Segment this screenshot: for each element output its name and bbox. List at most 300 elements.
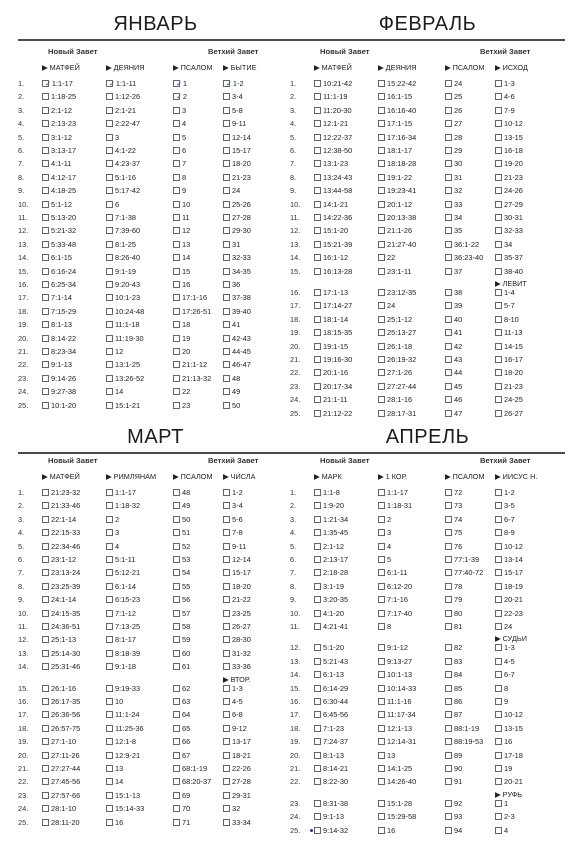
reading-item[interactable] <box>445 799 462 808</box>
checkbox[interactable] <box>223 685 230 692</box>
checkbox[interactable] <box>42 583 49 590</box>
reading-item[interactable] <box>42 595 76 604</box>
checkbox[interactable] <box>223 529 230 536</box>
checkbox[interactable] <box>378 596 385 603</box>
checkbox[interactable] <box>223 805 230 812</box>
reading-item[interactable] <box>42 724 80 733</box>
reading-item[interactable] <box>495 582 523 591</box>
reading-item[interactable] <box>495 710 523 719</box>
checkbox[interactable] <box>42 698 49 705</box>
reading-item[interactable] <box>378 622 391 631</box>
checkbox[interactable] <box>495 827 502 834</box>
checkbox[interactable] <box>42 650 49 657</box>
reading-item[interactable] <box>445 622 462 631</box>
reading-item[interactable] <box>495 826 508 835</box>
checkbox[interactable] <box>495 685 502 692</box>
reading-item[interactable] <box>378 582 412 591</box>
checkbox[interactable] <box>378 738 385 745</box>
checkbox[interactable] <box>223 698 230 705</box>
reading-item[interactable] <box>173 542 190 551</box>
reading-item[interactable] <box>106 751 140 760</box>
reading-item[interactable] <box>173 791 190 800</box>
reading-item[interactable] <box>42 777 80 786</box>
reading-item[interactable] <box>445 737 483 746</box>
checkbox[interactable] <box>173 596 180 603</box>
reading-item[interactable] <box>378 710 416 719</box>
reading-item[interactable] <box>378 515 391 524</box>
checkbox[interactable] <box>378 725 385 732</box>
checkbox[interactable] <box>378 556 385 563</box>
checkbox[interactable] <box>223 778 230 785</box>
reading-item[interactable] <box>106 488 136 497</box>
reading-item[interactable] <box>495 501 515 510</box>
reading-item[interactable] <box>378 764 412 773</box>
reading-item[interactable] <box>445 812 462 821</box>
checkbox[interactable] <box>378 827 385 834</box>
checkbox[interactable] <box>42 543 49 550</box>
reading-item[interactable] <box>378 826 395 835</box>
checkbox[interactable] <box>173 663 180 670</box>
checkbox[interactable] <box>378 644 385 651</box>
reading-item[interactable] <box>378 542 391 551</box>
reading-item[interactable] <box>173 622 190 631</box>
checkbox[interactable] <box>445 623 452 630</box>
reading-item[interactable] <box>173 684 190 693</box>
checkbox[interactable] <box>106 650 113 657</box>
checkbox[interactable] <box>223 569 230 576</box>
reading-item[interactable] <box>106 764 123 773</box>
reading-item[interactable] <box>445 488 462 497</box>
reading-item[interactable] <box>106 649 140 658</box>
checkbox[interactable] <box>106 556 113 563</box>
checkbox[interactable] <box>173 502 180 509</box>
reading-item[interactable] <box>173 528 190 537</box>
checkbox[interactable] <box>42 711 49 718</box>
reading-item[interactable] <box>445 501 462 510</box>
checkbox[interactable] <box>42 792 49 799</box>
checkbox[interactable] <box>314 516 321 523</box>
checkbox[interactable] <box>495 489 502 496</box>
checkbox[interactable] <box>378 623 385 630</box>
reading-item[interactable] <box>495 568 523 577</box>
reading-item[interactable] <box>173 555 190 564</box>
checkbox[interactable] <box>106 529 113 536</box>
checkbox[interactable] <box>223 650 230 657</box>
reading-item[interactable] <box>445 643 462 652</box>
checkbox[interactable] <box>106 543 113 550</box>
reading-item[interactable] <box>445 777 462 786</box>
checkbox[interactable] <box>223 516 230 523</box>
checkbox[interactable] <box>378 800 385 807</box>
checkbox[interactable] <box>223 738 230 745</box>
checkbox[interactable] <box>42 556 49 563</box>
checkbox[interactable] <box>495 623 502 630</box>
checkbox[interactable] <box>173 792 180 799</box>
checkbox[interactable] <box>445 671 452 678</box>
checkbox[interactable] <box>223 610 230 617</box>
checkbox[interactable] <box>445 644 452 651</box>
reading-item[interactable] <box>223 528 243 537</box>
reading-item[interactable] <box>314 737 348 746</box>
reading-item[interactable] <box>223 555 251 564</box>
checkbox[interactable] <box>495 813 502 820</box>
reading-item[interactable] <box>445 764 462 773</box>
checkbox[interactable] <box>314 711 321 718</box>
reading-item[interactable] <box>378 777 416 786</box>
reading-item[interactable] <box>223 568 251 577</box>
reading-item[interactable] <box>106 804 144 813</box>
reading-item[interactable] <box>223 710 243 719</box>
reading-item[interactable] <box>445 684 462 693</box>
reading-item[interactable] <box>42 582 80 591</box>
reading-item[interactable] <box>378 609 412 618</box>
reading-item[interactable] <box>445 751 462 760</box>
reading-item[interactable] <box>106 528 119 537</box>
reading-item[interactable] <box>42 609 80 618</box>
reading-item[interactable] <box>173 737 190 746</box>
reading-item[interactable] <box>223 804 240 813</box>
checkbox[interactable] <box>314 671 321 678</box>
checkbox[interactable] <box>106 489 113 496</box>
checkbox[interactable] <box>314 698 321 705</box>
checkbox[interactable] <box>495 725 502 732</box>
reading-item[interactable] <box>42 555 76 564</box>
reading-item[interactable] <box>42 528 80 537</box>
checkbox[interactable] <box>445 827 452 834</box>
checkbox[interactable] <box>495 671 502 678</box>
checkbox[interactable] <box>173 738 180 745</box>
checkbox[interactable] <box>173 711 180 718</box>
reading-item[interactable] <box>495 657 515 666</box>
reading-item[interactable] <box>106 622 140 631</box>
reading-item[interactable] <box>445 528 462 537</box>
checkbox[interactable] <box>314 644 321 651</box>
checkbox[interactable] <box>314 752 321 759</box>
reading-item[interactable] <box>314 697 348 706</box>
reading-item[interactable] <box>378 684 416 693</box>
reading-item[interactable] <box>106 555 135 564</box>
reading-item[interactable] <box>495 622 512 631</box>
checkbox[interactable] <box>223 752 230 759</box>
reading-item[interactable] <box>495 697 508 706</box>
reading-item[interactable] <box>445 710 462 719</box>
checkbox[interactable] <box>378 752 385 759</box>
checkbox[interactable] <box>106 738 113 745</box>
checkbox[interactable] <box>173 583 180 590</box>
reading-item[interactable] <box>314 595 348 604</box>
checkbox[interactable] <box>314 596 321 603</box>
reading-item[interactable] <box>314 710 348 719</box>
checkbox[interactable] <box>495 569 502 576</box>
reading-item[interactable] <box>42 804 76 813</box>
reading-item[interactable] <box>223 649 251 658</box>
checkbox[interactable] <box>495 698 502 705</box>
checkbox[interactable] <box>378 569 385 576</box>
reading-item[interactable] <box>495 609 523 618</box>
checkbox[interactable] <box>378 502 385 509</box>
reading-item[interactable] <box>378 528 391 537</box>
reading-item[interactable] <box>106 818 123 827</box>
checkbox[interactable] <box>106 636 113 643</box>
checkbox[interactable] <box>223 725 230 732</box>
reading-item[interactable] <box>378 751 395 760</box>
reading-item[interactable] <box>106 791 140 800</box>
checkbox[interactable] <box>106 778 113 785</box>
reading-item[interactable] <box>42 697 80 706</box>
reading-item[interactable] <box>495 751 523 760</box>
reading-item[interactable] <box>106 737 136 746</box>
reading-item[interactable] <box>106 662 136 671</box>
reading-item[interactable] <box>445 724 479 733</box>
reading-item[interactable] <box>42 568 80 577</box>
checkbox[interactable] <box>378 658 385 665</box>
reading-item[interactable] <box>173 777 211 786</box>
checkbox[interactable] <box>106 698 113 705</box>
reading-item[interactable] <box>495 595 523 604</box>
reading-item[interactable] <box>314 684 348 693</box>
checkbox[interactable] <box>378 698 385 705</box>
checkbox[interactable] <box>173 698 180 705</box>
reading-item[interactable] <box>445 826 462 835</box>
reading-item[interactable] <box>445 568 483 577</box>
checkbox[interactable] <box>445 610 452 617</box>
checkbox[interactable] <box>223 583 230 590</box>
reading-item[interactable] <box>495 737 512 746</box>
reading-item[interactable] <box>314 777 348 786</box>
reading-item[interactable] <box>42 791 80 800</box>
checkbox[interactable] <box>495 800 502 807</box>
reading-item[interactable] <box>314 799 348 808</box>
reading-item[interactable] <box>42 751 80 760</box>
checkbox[interactable] <box>223 543 230 550</box>
reading-item[interactable] <box>223 622 251 631</box>
reading-item[interactable] <box>106 710 140 719</box>
checkbox[interactable] <box>445 583 452 590</box>
reading-item[interactable] <box>314 542 344 551</box>
reading-item[interactable] <box>495 643 515 652</box>
checkbox[interactable] <box>378 543 385 550</box>
reading-item[interactable] <box>314 582 344 591</box>
checkbox[interactable] <box>445 685 452 692</box>
checkbox[interactable] <box>173 529 180 536</box>
reading-item[interactable] <box>378 657 412 666</box>
reading-item[interactable] <box>445 670 462 679</box>
checkbox[interactable] <box>314 658 321 665</box>
checkbox[interactable] <box>223 556 230 563</box>
reading-item[interactable] <box>495 724 523 733</box>
checkbox[interactable] <box>445 778 452 785</box>
checkbox[interactable] <box>495 711 502 718</box>
reading-item[interactable] <box>223 662 251 671</box>
reading-item[interactable] <box>42 542 80 551</box>
reading-item[interactable] <box>314 764 348 773</box>
reading-item[interactable] <box>42 818 80 827</box>
checkbox[interactable] <box>42 596 49 603</box>
checkbox[interactable] <box>378 813 385 820</box>
reading-item[interactable] <box>106 697 123 706</box>
reading-item[interactable] <box>173 501 190 510</box>
checkbox[interactable] <box>106 583 113 590</box>
checkbox[interactable] <box>445 556 452 563</box>
checkbox[interactable] <box>495 738 502 745</box>
reading-item[interactable] <box>445 515 462 524</box>
checkbox[interactable] <box>223 765 230 772</box>
reading-item[interactable] <box>42 684 76 693</box>
checkbox[interactable] <box>378 685 385 692</box>
checkbox[interactable] <box>223 636 230 643</box>
reading-item[interactable] <box>495 542 523 551</box>
reading-item[interactable] <box>378 697 412 706</box>
checkbox[interactable] <box>173 543 180 550</box>
checkbox[interactable] <box>173 610 180 617</box>
checkbox[interactable] <box>445 502 452 509</box>
checkbox[interactable] <box>378 529 385 536</box>
checkbox[interactable] <box>495 502 502 509</box>
reading-item[interactable] <box>106 609 136 618</box>
reading-item[interactable] <box>42 635 76 644</box>
checkbox[interactable] <box>314 778 321 785</box>
reading-item[interactable] <box>445 555 479 564</box>
reading-item[interactable] <box>223 818 251 827</box>
checkbox[interactable] <box>314 827 321 834</box>
checkbox[interactable] <box>378 583 385 590</box>
checkbox[interactable] <box>106 711 113 718</box>
reading-item[interactable] <box>173 751 190 760</box>
checkbox[interactable] <box>42 663 49 670</box>
checkbox[interactable] <box>223 623 230 630</box>
checkbox[interactable] <box>42 725 49 732</box>
checkbox[interactable] <box>378 516 385 523</box>
checkbox[interactable] <box>173 516 180 523</box>
checkbox[interactable] <box>106 725 113 732</box>
checkbox[interactable] <box>173 819 180 826</box>
checkbox[interactable] <box>42 569 49 576</box>
checkbox[interactable] <box>445 569 452 576</box>
checkbox[interactable] <box>495 610 502 617</box>
reading-item[interactable] <box>314 826 348 835</box>
reading-item[interactable] <box>223 697 243 706</box>
checkbox[interactable] <box>42 752 49 759</box>
checkbox[interactable] <box>314 529 321 536</box>
reading-item[interactable] <box>173 818 190 827</box>
reading-item[interactable] <box>378 812 416 821</box>
checkbox[interactable] <box>314 569 321 576</box>
reading-item[interactable] <box>378 488 408 497</box>
checkbox[interactable] <box>173 685 180 692</box>
reading-item[interactable] <box>106 542 119 551</box>
checkbox[interactable] <box>445 725 452 732</box>
checkbox[interactable] <box>42 778 49 785</box>
checkbox[interactable] <box>42 623 49 630</box>
reading-item[interactable] <box>445 582 462 591</box>
checkbox[interactable] <box>378 489 385 496</box>
checkbox[interactable] <box>173 752 180 759</box>
checkbox[interactable] <box>314 556 321 563</box>
reading-item[interactable] <box>42 501 80 510</box>
reading-item[interactable] <box>173 635 190 644</box>
reading-item[interactable] <box>42 662 80 671</box>
reading-item[interactable] <box>314 488 340 497</box>
reading-item[interactable] <box>314 622 348 631</box>
checkbox[interactable] <box>106 623 113 630</box>
reading-item[interactable] <box>495 764 512 773</box>
checkbox[interactable] <box>378 610 385 617</box>
checkbox[interactable] <box>42 765 49 772</box>
reading-item[interactable] <box>223 515 243 524</box>
reading-item[interactable] <box>378 555 391 564</box>
checkbox[interactable] <box>378 765 385 772</box>
checkbox[interactable] <box>106 805 113 812</box>
reading-item[interactable] <box>378 724 412 733</box>
reading-item[interactable] <box>223 684 243 693</box>
checkbox[interactable] <box>42 516 49 523</box>
checkbox[interactable] <box>445 711 452 718</box>
checkbox[interactable] <box>495 529 502 536</box>
reading-item[interactable] <box>223 488 243 497</box>
checkbox[interactable] <box>445 489 452 496</box>
reading-item[interactable] <box>314 812 344 821</box>
checkbox[interactable] <box>173 636 180 643</box>
reading-item[interactable] <box>314 657 348 666</box>
reading-item[interactable] <box>445 542 462 551</box>
reading-item[interactable] <box>495 528 515 537</box>
reading-item[interactable] <box>173 649 190 658</box>
reading-item[interactable] <box>173 595 190 604</box>
reading-item[interactable] <box>378 799 412 808</box>
reading-item[interactable] <box>223 635 251 644</box>
reading-item[interactable] <box>173 515 190 524</box>
reading-item[interactable] <box>445 697 462 706</box>
checkbox[interactable] <box>445 658 452 665</box>
checkbox[interactable] <box>445 765 452 772</box>
checkbox[interactable] <box>445 529 452 536</box>
checkbox[interactable] <box>106 765 113 772</box>
checkbox[interactable] <box>42 529 49 536</box>
checkbox[interactable] <box>106 516 113 523</box>
checkbox[interactable] <box>106 752 113 759</box>
reading-item[interactable] <box>106 724 144 733</box>
reading-item[interactable] <box>495 488 515 497</box>
checkbox[interactable] <box>173 805 180 812</box>
reading-item[interactable] <box>223 777 251 786</box>
checkbox[interactable] <box>495 752 502 759</box>
checkbox[interactable] <box>106 685 113 692</box>
reading-item[interactable] <box>42 649 80 658</box>
reading-item[interactable] <box>106 568 140 577</box>
checkbox[interactable] <box>42 805 49 812</box>
checkbox[interactable] <box>223 489 230 496</box>
checkbox[interactable] <box>106 596 113 603</box>
checkbox[interactable] <box>314 685 321 692</box>
reading-item[interactable] <box>106 582 136 591</box>
reading-item[interactable] <box>378 595 408 604</box>
reading-item[interactable] <box>378 643 408 652</box>
checkbox[interactable] <box>495 543 502 550</box>
checkbox[interactable] <box>314 502 321 509</box>
reading-item[interactable] <box>223 791 251 800</box>
checkbox[interactable] <box>445 543 452 550</box>
reading-item[interactable] <box>314 670 344 679</box>
checkbox[interactable] <box>42 636 49 643</box>
checkbox[interactable] <box>223 596 230 603</box>
checkbox[interactable] <box>223 502 230 509</box>
checkbox[interactable] <box>223 711 230 718</box>
reading-item[interactable] <box>42 737 76 746</box>
reading-item[interactable] <box>173 710 190 719</box>
reading-item[interactable] <box>445 609 462 618</box>
checkbox[interactable] <box>314 800 321 807</box>
reading-item[interactable] <box>223 751 251 760</box>
